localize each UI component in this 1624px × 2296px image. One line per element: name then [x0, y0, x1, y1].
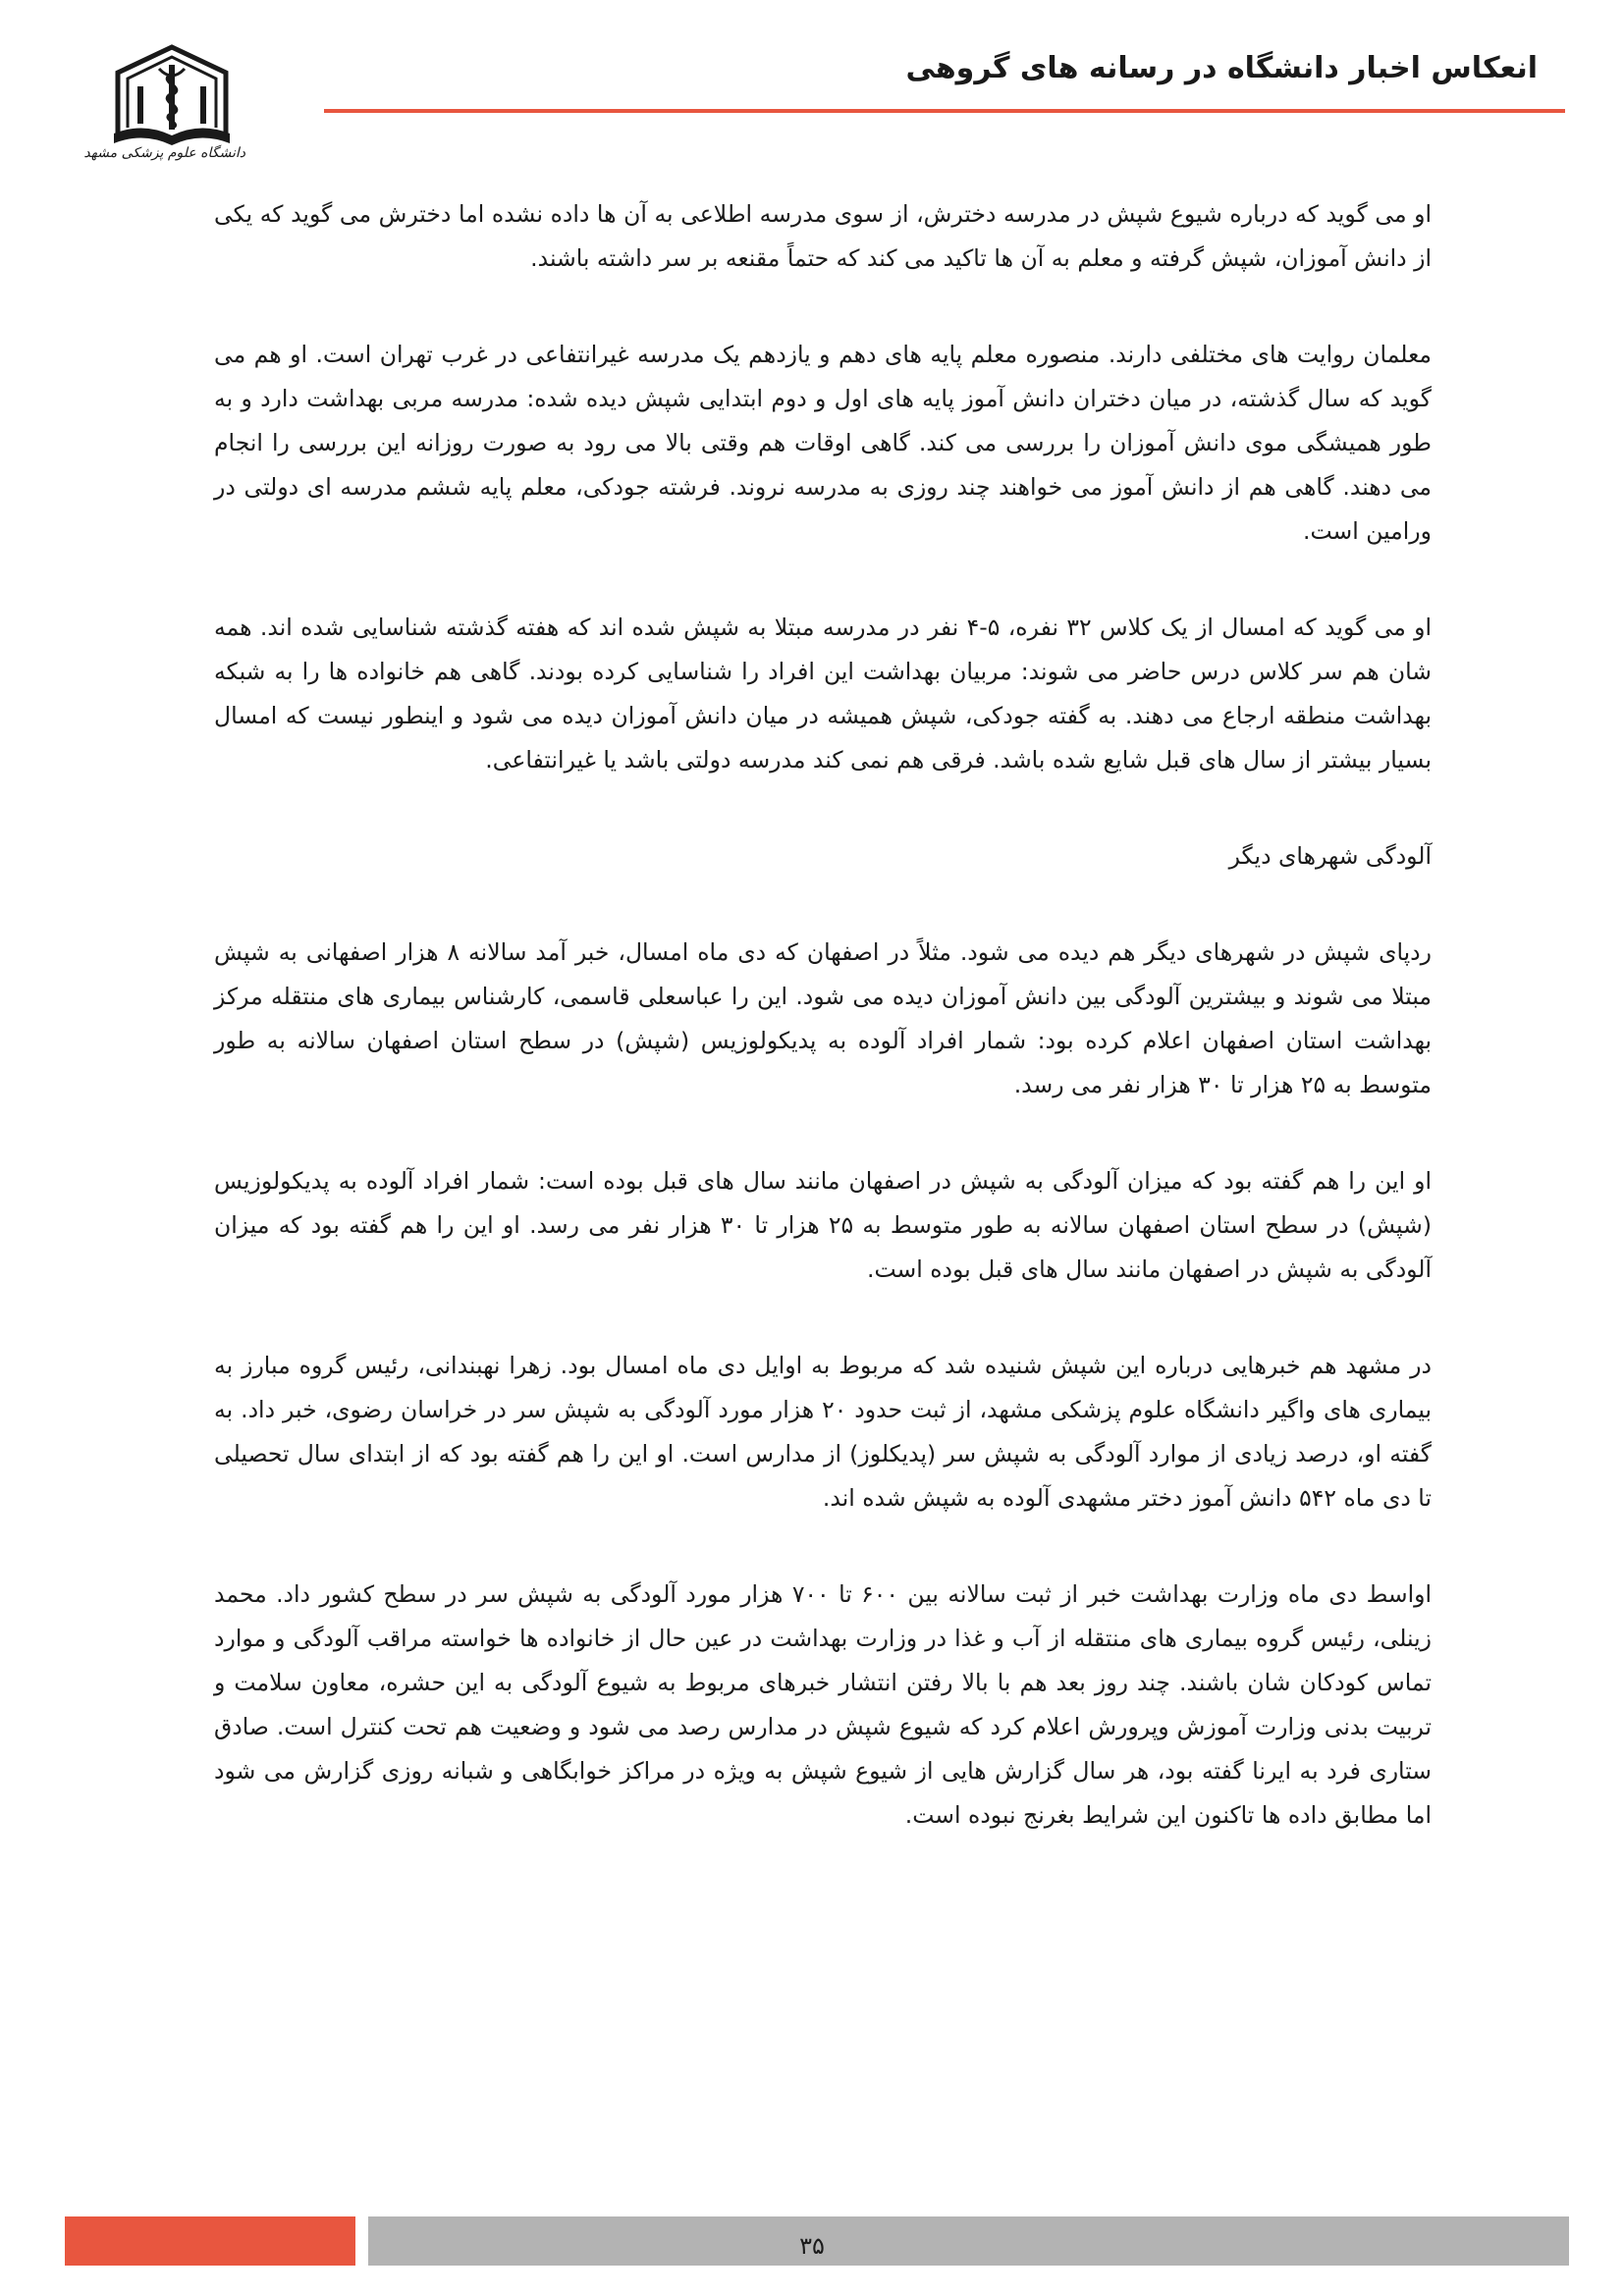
page-number: ۳۵ — [799, 2232, 825, 2260]
article-body — [214, 192, 1432, 1890]
paragraph-1: او می گوید که درباره شیوع شپش در مدرسه دخترش، از سوی مدرسه اطلاعی به آن ها داده نشده اما دخترش می گوید که یکی از دانش آموزان، شپش گرفته و معلم به آن ها تاکید می کند که حتماً مقنعه بر سر داشته باشند. — [214, 200, 1432, 272]
paragraph-7: اواسط دی ماه وزارت بهداشت خبر از ثبت سالانه بین ۶۰۰ تا ۷۰۰ هزار مورد آلودگی به شپش سر در سطح کشور داد. محمد زینلی، رئیس گروه بیماری های منتقله از آب و غذا در وزارت بهداشت در عین حال از خانواده ها خواسته مراقب آلودگی و موارد تماس کودکان شان باشند. چند روز بعد هم با بالا رفتن انتشار خبرهای مربوط به شیوع آلودگی به این حشره، معاون سلامت و تربیت بدنی وزارت آموزش وپرورش اعلام کرد که شیوع شپش در مدارس رصد می شود و وضعیت هم تحت کنترل است. صادق ستاری فرد به ایرنا گفته بود، هر سال گزارش هایی از شیوع شپش به ویژه در مراکز خوابگاهی و شبانه روزی گزارش می شود اما مطابق داده ها تاکنون این شرایط بغرنج نبوده است. — [214, 1580, 1432, 1829]
paragraph-3: او می گوید که امسال از یک کلاس ۳۲ نفره، ۵-۴ نفر در مدرسه مبتلا به شپش شده اند که هفته گذشته شناسایی شده اند. همه شان هم سر کلاس درس حاضر می شوند: مربیان بهداشت این افراد را شناسایی کرده بودند. گاهی هم خانواده ها را به شبکه بهداشت منطقه ارجاع می دهند. به گفته جودکی، شپش همیشه در میان دانش آموزان دیده می شود و اینطور نیست که امسال بسیار بیشتر از سال های قبل شایع شده باشد. فرقی هم نمی کند مدرسه دولتی باشد یا غیرانتفاعی. — [214, 614, 1433, 774]
paragraph-5: او این را هم گفته بود که میزان آلودگی به شپش در اصفهان مانند سال های قبل بوده است: شمار افراد آلوده به پدیکولوزیس (شپش) در سطح استان اصفهان سالانه به طور متوسط به ۲۵ هزار تا ۳۰ هزار نفر می رسد. او این را هم گفته بود که میزان آلودگی به شپش در اصفهان مانند سال های قبل بوده است. — [214, 1167, 1432, 1283]
paragraph-2: معلمان روایت های مختلفی دارند. منصوره معلم پایه های دهم و یازدهم یک مدرسه غیرانتفاعی در غرب تهران است. او هم می گوید که سال گذشته، در میان دختران دانش آموز پایه های اول و دوم ابتدایی شپش دیده شده: مدرسه مربی بهداشت دارد و به طور همیشگی موی دانش آموزان را بررسی می کند. گاهی اوقات هم وقتی بالا می رود به صورت روزانه این بررسی را انجام می دهند. گاهی هم از دانش آموز می خواهند چند روزی به مدرسه نروند. فرشته جودکی، معلم پایه ششم مدرسه ای دولتی در ورامین است. — [214, 341, 1432, 545]
paragraph-6: در مشهد هم خبرهایی درباره این شپش شنیده شد که مربوط به اوایل دی ماه امسال بود. زهرا نهبندانی، رئیس گروه مبارز به بیماری های واگیر دانشگاه علوم پزشکی مشهد، از ثبت حدود ۲۰ هزار مورد آلودگی به شپش سر در خراسان رضوی، خبر داد. به گفته او، درصد زیادی از موارد آلودگی به شپش سر (پدیکلوز) از مدارس است. او این را هم گفته بود که از ابتدای سال تحصیلی تا دی ماه ۵۴۲ دانش آموز دختر مشهدی آلوده به شپش شده اند. — [214, 1352, 1433, 1512]
paragraph-4: ردپای شپش در شهرهای دیگر هم دیده می شود. مثلاً در اصفهان که دی ماه امسال، خبر آمد سالانه ۸ هزار اصفهانی به شپش مبتلا می شوند و بیشترین آلودگی بین دانش آموزان دیده می شود. این را عباسعلی قاسمی، کارشناس بیماری های منتقله مرکز بهداشت استان اصفهان اعلام کرده بود: شمار افراد آلوده به پدیکولوزیس (شپش) در سطح استان اصفهان سالانه به طور متوسط به ۲۵ هزار تا ۳۰ هزار نفر می رسد. — [214, 938, 1432, 1098]
section-subheading: آلودگی شهرهای دیگر — [1228, 842, 1432, 870]
page-header-title: انعکاس اخبار دانشگاه در رسانه های گروهی — [905, 51, 1538, 85]
header-divider — [324, 109, 1565, 113]
logo-caption: دانشگاه علوم پزشکی مشهد — [83, 145, 245, 161]
